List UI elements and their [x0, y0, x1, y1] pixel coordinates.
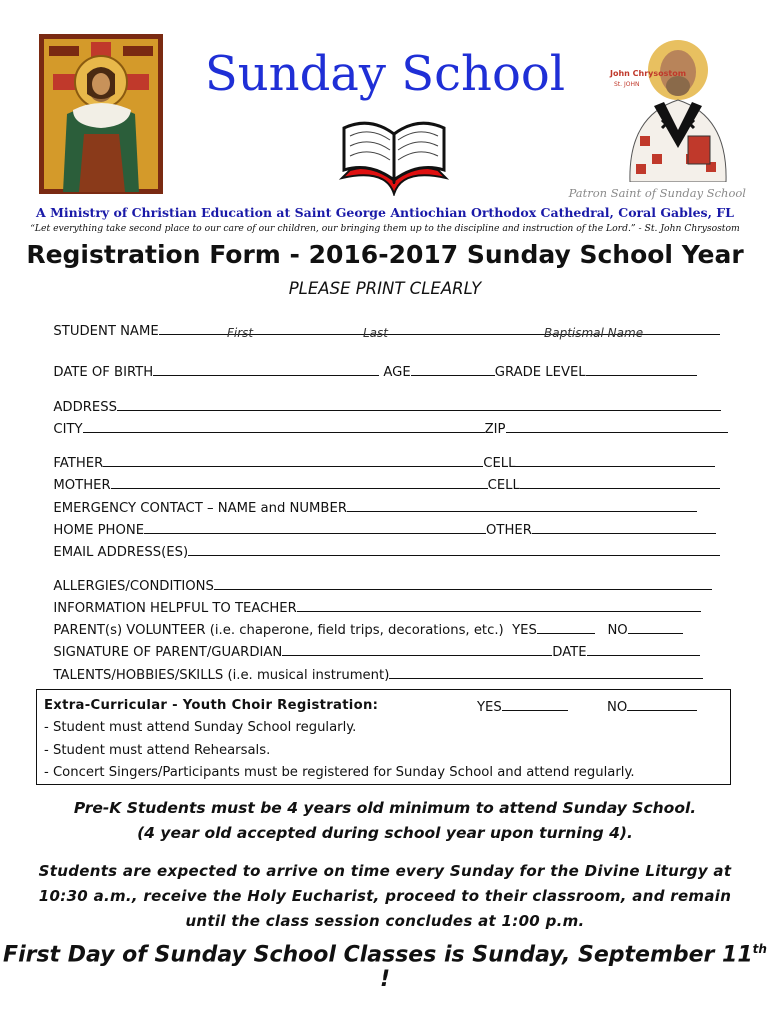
page-title: Sunday School — [204, 46, 566, 102]
choir-yes-field[interactable] — [502, 698, 568, 711]
allergies-label: ALLERGIES/CONDITIONS — [53, 579, 214, 594]
arrival-notice-line-3: until the class session concludes at 1:00 p.m. — [185, 912, 585, 930]
email-row — [45, 527, 735, 561]
baptismal-name-caption: Baptismal Name — [544, 326, 644, 340]
first-day-superscript: th — [752, 942, 767, 956]
grade-field[interactable] — [586, 363, 697, 376]
choir-yes-label: YES — [477, 700, 502, 715]
mother-cell-label: CELL — [487, 478, 520, 493]
last-name-caption: Last — [363, 326, 388, 340]
age-label: AGE — [383, 365, 411, 380]
volunteer-no-label: NO — [607, 623, 628, 638]
christ-good-shepherd-icon — [39, 34, 163, 194]
zip-field[interactable] — [506, 420, 728, 433]
first-day-exclamation: ! — [379, 967, 391, 993]
signature-label: SIGNATURE OF PARENT/GUARDIAN — [53, 645, 283, 660]
city-field[interactable] — [83, 420, 485, 433]
patron-caption: Patron Saint of Sunday School — [568, 186, 746, 200]
chrysostom-quote: “Let everything take second place to our care of our children, our bringing them up to the discipline and instruction of the Lord.” - St. John Chrysostom — [30, 223, 740, 234]
zip-label: ZIP — [484, 422, 506, 437]
arrival-notice-line-2: 10:30 a.m., receive the Holy Eucharist, proceed to their classroom, and remain — [38, 887, 732, 905]
dob-field[interactable] — [153, 363, 379, 376]
email-label: EMAIL ADDRESS(ES) — [53, 545, 189, 560]
city-label: CITY — [53, 422, 83, 437]
emergency-label: EMERGENCY CONTACT – NAME and NUMBER — [53, 501, 347, 516]
youth-choir-box — [36, 689, 731, 785]
icon-right-label-1: John Chrysostom — [610, 69, 687, 78]
city-row — [45, 404, 735, 438]
open-bible-icon — [330, 112, 458, 196]
info-helpful-label: INFORMATION HELPFUL TO TEACHER — [53, 601, 297, 616]
age-field[interactable] — [411, 363, 495, 376]
dob-label: DATE OF BIRTH — [53, 365, 154, 380]
volunteer-label: PARENT(s) VOLUNTEER (i.e. chaperone, field trips, decorations, etc.) — [53, 623, 504, 638]
father-label: FATHER — [53, 456, 104, 471]
talents-row — [45, 650, 735, 684]
grade-label: GRADE LEVEL — [494, 365, 586, 380]
email-field[interactable] — [188, 543, 720, 556]
volunteer-yes-label: YES — [512, 623, 537, 638]
prek-notice-line-1: Pre-K Students must be 4 years old minimum to attend Sunday School. — [73, 799, 697, 817]
first-name-caption: First — [227, 326, 254, 340]
first-day-text: First Day of Sunday School Classes is Sunday, September 11 — [3, 942, 753, 968]
choir-no-label: NO — [607, 700, 628, 715]
date-label: DATE — [552, 645, 587, 660]
student-name-label: STUDENT NAME — [53, 324, 159, 339]
choir-yes-row — [477, 698, 568, 716]
father-cell-label: CELL — [483, 456, 516, 471]
other-phone-label: OTHER — [486, 523, 532, 538]
saint-john-chrysostom-icon — [606, 36, 742, 182]
choir-no-field[interactable] — [627, 698, 697, 711]
talents-field[interactable] — [389, 666, 703, 679]
choir-no-row — [607, 698, 697, 716]
prek-notice-line-2: (4 year old accepted during school year upon turning 4). — [137, 824, 633, 842]
choir-rule: - Student must attend Sunday School regularly. — [44, 720, 357, 735]
choir-rule: - Student must attend Rehearsals. — [44, 743, 271, 758]
address-label: ADDRESS — [53, 400, 117, 415]
icon-right-label-2: St. JOHN — [614, 81, 640, 88]
home-phone-label: HOME PHONE — [53, 523, 145, 538]
ministry-line: A Ministry of Christian Education at Saint George Antiochian Orthodox Cathedral, Coral Gables, FL — [36, 205, 734, 220]
arrival-notice-line-1: Students are expected to arrive on time every Sunday for the Divine Liturgy at — [38, 862, 732, 880]
dob-row — [45, 347, 735, 381]
choir-heading: Extra-Curricular - Youth Choir Registration: — [44, 698, 379, 713]
mother-label: MOTHER — [53, 478, 111, 493]
first-day-announcement — [0, 942, 770, 992]
form-title: Registration Form - 2016-2017 Sunday School Year — [26, 240, 744, 269]
print-clearly-instruction: PLEASE PRINT CLEARLY — [288, 279, 482, 298]
talents-label: TALENTS/HOBBIES/SKILLS (i.e. musical instrument) — [53, 668, 390, 683]
choir-rule: - Concert Singers/Participants must be registered for Sunday School and attend regularly. — [44, 765, 635, 780]
